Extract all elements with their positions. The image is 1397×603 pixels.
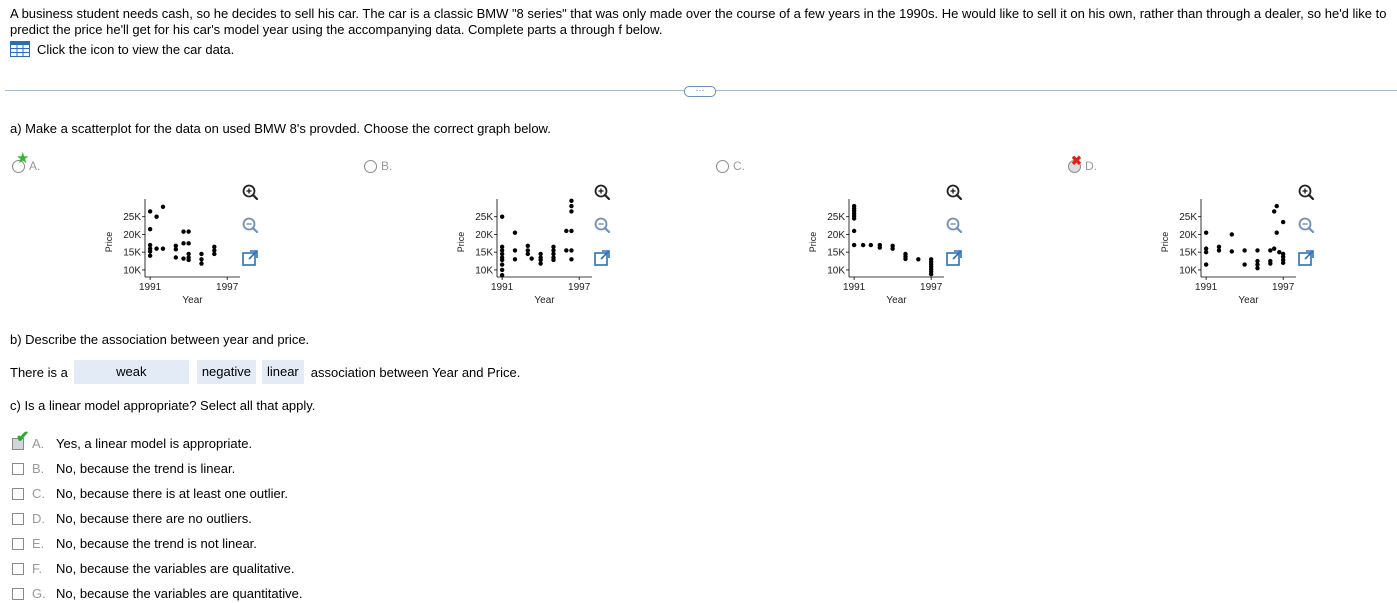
y-tick-label: 25K: [123, 212, 141, 224]
data-point: [500, 215, 504, 219]
choice-letter: D.: [32, 511, 45, 526]
data-point: [1255, 266, 1259, 270]
x-tick-label: 1991: [1195, 282, 1218, 293]
choice-e[interactable]: [12, 536, 257, 551]
choice-f[interactable]: [12, 561, 294, 576]
choice-checkbox[interactable]: [12, 538, 24, 550]
data-point: [513, 230, 517, 234]
data-point: [513, 257, 517, 261]
data-point: [1275, 204, 1279, 208]
y-tick-label: 20K: [123, 229, 141, 241]
correct-check-icon: ✔: [16, 429, 30, 446]
data-point: [551, 258, 555, 262]
choice-checkbox[interactable]: [12, 563, 24, 575]
data-point: [186, 258, 190, 262]
graph-tools: [944, 182, 964, 268]
data-point: [878, 245, 882, 249]
popout-icon[interactable]: [1296, 248, 1316, 268]
data-point: [526, 252, 530, 256]
choice-text: No, because the trend is not linear.: [56, 536, 257, 551]
y-tick-label: 20K: [475, 229, 493, 241]
part-b-question: b) Describe the association between year and price.: [10, 332, 310, 347]
data-point: [903, 257, 907, 261]
data-point: [1230, 249, 1234, 253]
choice-letter: G.: [32, 586, 46, 601]
x-axis-label: Year: [534, 295, 555, 305]
y-axis-label: Price: [1160, 231, 1170, 253]
graph-tools: [592, 182, 612, 268]
choice-text: No, because the trend is linear.: [56, 461, 236, 476]
option-letter: C.: [733, 159, 745, 173]
option-letter: D.: [1085, 159, 1097, 173]
data-point: [569, 257, 573, 261]
choice-text: No, because the variables are qualitative.: [56, 561, 295, 576]
choice-text: No, because there is at least one outlier.: [56, 486, 288, 501]
zoom-in-icon[interactable]: [592, 182, 612, 202]
data-point: [186, 229, 190, 233]
choice-letter: E.: [32, 536, 45, 551]
data-point: [161, 205, 165, 209]
data-point: [1242, 248, 1246, 252]
x-tick-label: 1997: [1272, 282, 1295, 293]
scatterplot-d: [1156, 193, 1301, 305]
zoom-out-icon[interactable]: [1296, 215, 1316, 235]
data-point: [1204, 262, 1208, 266]
data-point: [529, 256, 533, 260]
data-point: [564, 248, 568, 252]
scatterplot-c: [804, 193, 949, 305]
y-tick-label: 25K: [827, 212, 845, 224]
option-radio[interactable]: [364, 160, 377, 173]
data-point: [1204, 250, 1208, 254]
data-point: [569, 204, 573, 208]
data-point: [569, 199, 573, 203]
data-point: [148, 209, 152, 213]
choice-letter: A.: [32, 436, 45, 451]
data-point: [538, 261, 542, 265]
choice-letter: C.: [32, 486, 45, 501]
data-point: [186, 241, 190, 245]
option-b-select[interactable]: [364, 159, 392, 173]
data-point: [181, 256, 185, 260]
data-point: [199, 252, 203, 256]
data-point: [1281, 220, 1285, 224]
data-point: [1281, 261, 1285, 265]
direction-answer: negative: [201, 364, 251, 379]
data-point: [1204, 230, 1208, 234]
x-axis-label: Year: [182, 295, 203, 305]
data-point: [181, 229, 185, 233]
x-tick-label: 1991: [843, 282, 866, 293]
data-point: [869, 243, 873, 247]
data-point: [1272, 246, 1276, 250]
x-axis-label: Year: [886, 295, 907, 305]
data-point: [154, 246, 158, 250]
data-point: [564, 229, 568, 233]
data-point: [916, 257, 920, 261]
choice-b[interactable]: [12, 461, 235, 476]
direction-answer-box[interactable]: [197, 360, 256, 384]
form-answer-box[interactable]: [262, 360, 304, 384]
data-point: [500, 262, 504, 266]
data-point: [1272, 209, 1276, 213]
choice-d[interactable]: [12, 511, 252, 526]
data-point: [154, 215, 158, 219]
association-sentence: [10, 360, 520, 384]
choice-text: No, because the variables are quantitative.: [56, 586, 303, 601]
x-axis-label: Year: [1238, 295, 1259, 305]
data-point: [161, 246, 165, 250]
choice-c[interactable]: [12, 486, 288, 501]
y-axis-label: Price: [104, 231, 114, 253]
zoom-out-icon[interactable]: [944, 215, 964, 235]
data-point: [1275, 230, 1279, 234]
data-point: [1268, 248, 1272, 252]
view-data-link[interactable]: [10, 41, 234, 57]
y-tick-label: 15K: [1179, 247, 1197, 259]
data-point: [890, 246, 894, 250]
data-point: [181, 241, 185, 245]
data-point: [569, 229, 573, 233]
choice-checkbox[interactable]: [12, 513, 24, 525]
part-a-question: a) Make a scatterplot for the data on used BMW 8's provded. Choose the correct graph below.: [10, 121, 551, 136]
problem-statement: A business student needs cash, so he decides to sell his car. The car is a classic BMW "8 series" that was only made over the course of a few years in the 1990s. He would like to sell it on his own, rather than through a dealer, so he'd like to predict the price he'll get for his car's model year using the accompanying data. Complete parts a through f below.: [10, 6, 1387, 37]
y-tick-label: 15K: [827, 247, 845, 259]
data-point: [513, 248, 517, 252]
x-tick-label: 1991: [491, 282, 514, 293]
data-point: [199, 261, 203, 265]
data-point: [1230, 232, 1234, 236]
choice-checkbox[interactable]: [12, 588, 24, 600]
y-tick-label: 15K: [123, 247, 141, 259]
zoom-in-icon[interactable]: [1296, 182, 1316, 202]
data-point: [174, 255, 178, 259]
scatterplot-a: [100, 193, 245, 305]
graph-tools: [1296, 182, 1316, 268]
data-point: [526, 244, 530, 248]
data-point: [1242, 262, 1246, 266]
x-tick-label: 1997: [216, 282, 239, 293]
expand-button[interactable]: ···: [684, 86, 716, 97]
y-tick-label: 20K: [827, 229, 845, 241]
x-tick-label: 1997: [920, 282, 943, 293]
graph-tools: [240, 182, 260, 268]
option-letter: B.: [381, 159, 393, 173]
zoom-in-icon[interactable]: [240, 182, 260, 202]
choice-text: No, because there are no outliers.: [56, 511, 252, 526]
data-point: [148, 227, 152, 231]
data-point: [148, 249, 152, 253]
choice-a[interactable]: [12, 436, 252, 451]
y-tick-label: 15K: [475, 247, 493, 259]
option-radio[interactable]: [716, 160, 729, 173]
choice-letter: B.: [32, 461, 45, 476]
y-tick-label: 20K: [1179, 229, 1197, 241]
correct-star-icon: ★: [16, 150, 30, 167]
view-data-text[interactable]: Click the icon to view the car data.: [37, 41, 235, 57]
zoom-in-icon[interactable]: [944, 182, 964, 202]
data-point: [199, 257, 203, 261]
popout-icon[interactable]: [944, 248, 964, 268]
data-point: [569, 248, 573, 252]
data-point: [852, 229, 856, 233]
sentence-suffix: association between Year and Price.: [310, 364, 521, 380]
y-tick-label: 10K: [123, 265, 141, 277]
data-point: [1277, 250, 1281, 254]
incorrect-x-icon: ✖: [1071, 153, 1082, 168]
choice-letter: F.: [32, 561, 43, 576]
data-point: [1217, 248, 1221, 252]
choice-checkbox[interactable]: [12, 463, 24, 475]
choice-text: Yes, a linear model is appropriate.: [56, 436, 253, 451]
x-tick-label: 1991: [139, 282, 162, 293]
data-point: [148, 254, 152, 258]
zoom-out-icon[interactable]: [592, 215, 612, 235]
data-point: [861, 243, 865, 247]
data-point: [500, 268, 504, 272]
y-tick-label: 10K: [1179, 265, 1197, 277]
y-tick-label: 25K: [475, 212, 493, 224]
y-axis-label: Price: [808, 231, 818, 253]
choice-checkbox[interactable]: [12, 488, 24, 500]
x-tick-label: 1997: [568, 282, 591, 293]
table-icon[interactable]: [10, 41, 30, 57]
scatterplot-b: [452, 193, 597, 305]
data-point: [929, 272, 933, 276]
data-point: [1268, 261, 1272, 265]
data-point: [852, 216, 856, 220]
data-point: [174, 247, 178, 251]
strength-answer-box[interactable]: [74, 360, 189, 384]
data-point: [1255, 248, 1259, 252]
y-tick-label: 10K: [827, 265, 845, 277]
strength-answer: weak: [116, 364, 147, 379]
y-tick-label: 10K: [475, 265, 493, 277]
zoom-out-icon[interactable]: [240, 215, 260, 235]
y-tick-label: 25K: [1179, 212, 1197, 224]
choice-g[interactable]: [12, 586, 302, 601]
data-point: [500, 273, 504, 277]
form-answer: linear: [266, 364, 299, 379]
data-point: [500, 258, 504, 262]
data-point: [212, 252, 216, 256]
popout-icon[interactable]: [240, 248, 260, 268]
y-axis-label: Price: [456, 231, 466, 253]
sentence-prefix: There is a: [10, 364, 68, 380]
option-letter: A.: [29, 159, 41, 173]
option-c-select[interactable]: [716, 159, 745, 173]
part-c-question: c) Is a linear model appropriate? Select all that apply.: [10, 398, 316, 413]
popout-icon[interactable]: [592, 248, 612, 268]
data-point: [852, 243, 856, 247]
data-point: [569, 209, 573, 213]
